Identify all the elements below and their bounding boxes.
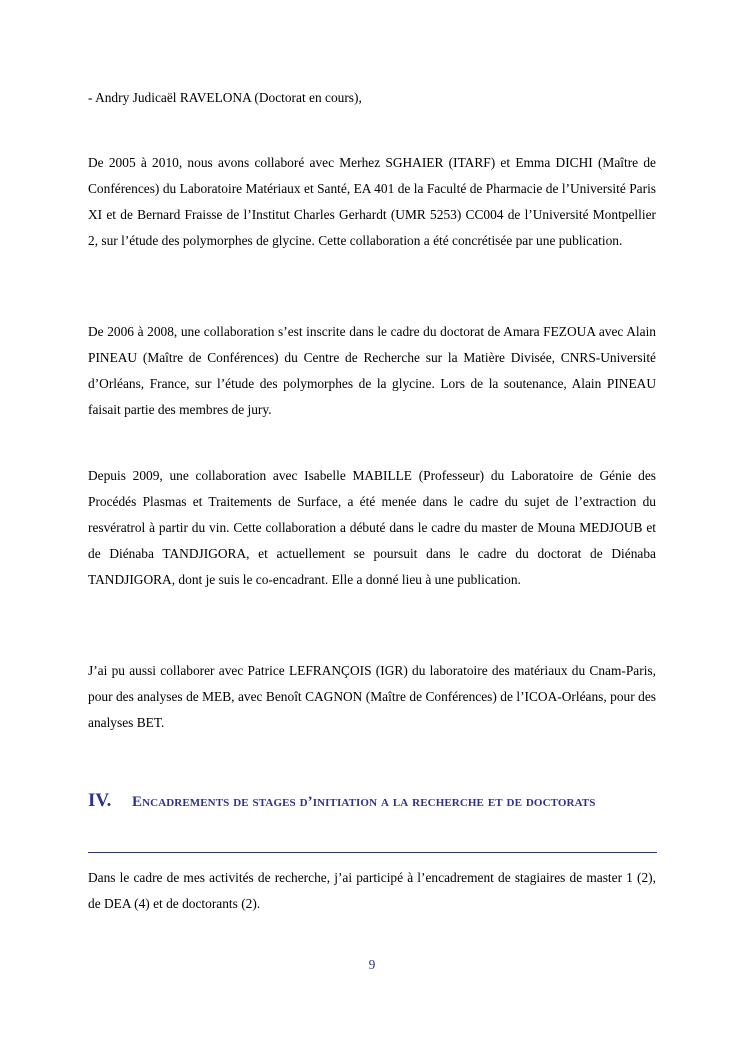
page-number: 9 (368, 957, 376, 972)
section-title: Encadrements de stages d’initiation a la recherche et de doctorats (132, 794, 596, 810)
paragraph-supervision: Dans le cadre de mes activités de recherche, j’ai participé à l’encadrement de stagiaires de master 1 (2), de DEA (4) et de doctorants (2). (88, 870, 656, 911)
paragraph-collaboration-2005-2010: De 2005 à 2010, nous avons collaboré avec Merhez SGHAIER (ITARF) et Emma DICHI (Maître de Conférences) du Laboratoire Matériaux et Santé, EA 401 de la Faculté de Pharmacie de l’Université Paris XI et de Bernard Fraisse de l’Institut Charles Gerhardt (UMR 5253) CC004 de l’Université Montpellier 2, sur l’étude des polymorphes de glycine. Cette collaboration a été concrétisée par une publication. (88, 155, 656, 248)
paragraph-collaboration-2006-2008: De 2006 à 2008, une collaboration s’est inscrite dans le cadre du doctorat de Amara FEZOUA avec Alain PINEAU (Maître de Conférences) du Centre de Recherche sur la Matière Divisée, CNRS-Université d’Orléans, France, sur l’étude des polymorphes de la glycine. Lors de la soutenance, Alain PINEAU faisait partie des membres de jury. (88, 324, 656, 417)
section-heading (88, 782, 656, 819)
list-item-ravelona: - Andry Judicaël RAVELONA (Doctorat en cours), (88, 90, 362, 105)
paragraph-collaboration-2009: Depuis 2009, une collaboration avec Isabelle MABILLE (Professeur) du Laboratoire de Génie des Procédés Plasmas et Traitements de Surface, a été menée dans le cadre du sujet de l’extraction du resvératrol à partir du vin. Cette collaboration a débuté dans le cadre du master de Mouna MEDJOUB et de Diénaba TANDJIGORA, et actuellement se poursuit dans le cadre du doctorat de Diénaba TANDJIGORA, dont je suis le co-encadrant. Elle a donné lieu à une publication. (88, 468, 656, 587)
section-divider (88, 852, 657, 853)
section-number: IV. (88, 790, 112, 811)
paragraph-other-collaborations: J’ai pu aussi collaborer avec Patrice LEFRANÇOIS (IGR) du laboratoire des matériaux du Cnam-Paris, pour des analyses de MEB, avec Benoît CAGNON (Maître de Conférences) de l’ICOA-Orléans, pour des analyses BET. (88, 663, 656, 730)
